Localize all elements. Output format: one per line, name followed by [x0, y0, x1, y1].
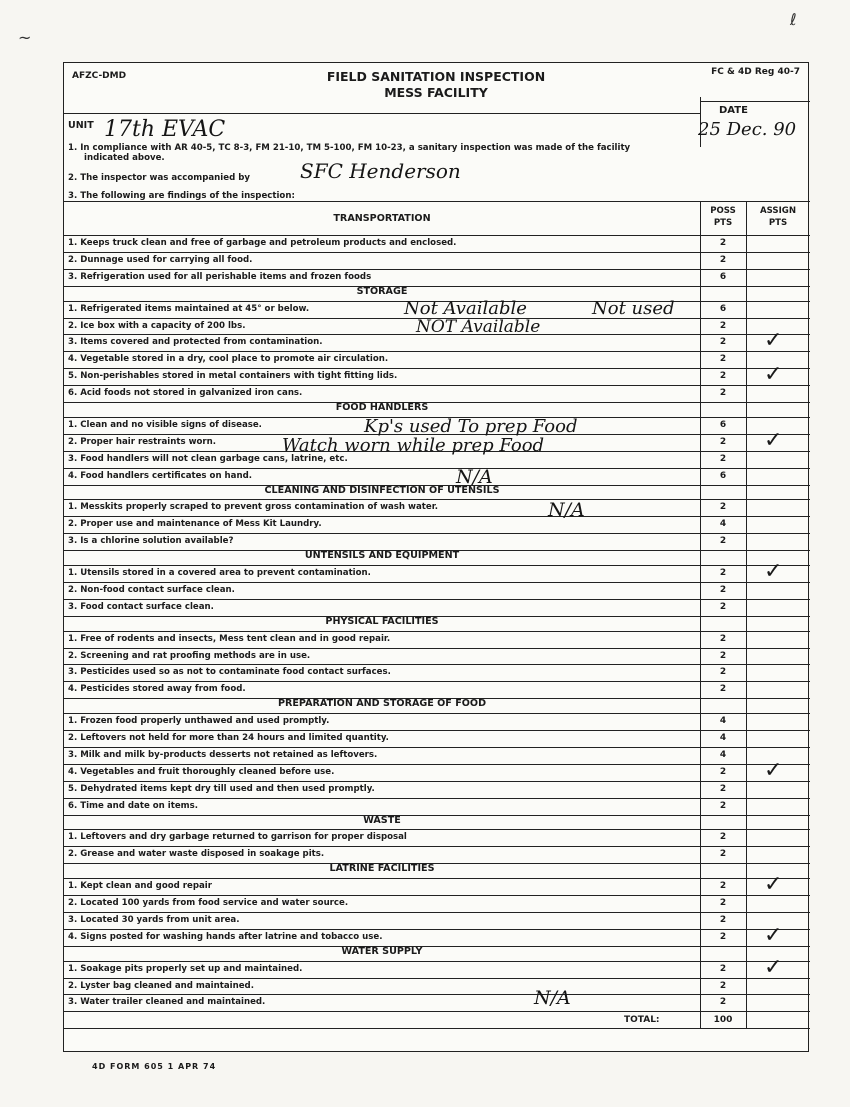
total-value: 100 [713, 1015, 733, 1026]
checklist-item: 4. Vegetable stored in a dry, cool place to promote air circulation. [68, 354, 389, 365]
row-line [64, 533, 810, 534]
checklist-item: 2. Grease and water waste disposed in soakage pits. [68, 849, 325, 860]
row-line [64, 368, 810, 369]
row-line [64, 599, 810, 600]
unit-label: UNIT [68, 120, 94, 131]
checklist-item: 3. Items covered and protected from contamination. [68, 337, 323, 348]
checklist-item: 2. Dunnage used for carrying all food. [68, 254, 253, 265]
possible-points: 2 [719, 436, 727, 447]
possible-points: 4 [719, 519, 727, 530]
handwritten-note: Not used [592, 298, 675, 319]
possible-points: 2 [719, 238, 727, 248]
handwritten-note: Not Available [404, 298, 527, 319]
form-number: 4D FORM 605 1 APR 74 [92, 1062, 217, 1071]
section-title: FOOD HANDLERS [335, 402, 429, 413]
checklist-item: 2. Ice box with a capacity of 200 lbs. [68, 320, 246, 331]
possible-points: 2 [719, 337, 727, 348]
intro-line-1b: indicated above. [84, 153, 165, 163]
title-line-1: FIELD SANITATION INSPECTION [326, 69, 546, 84]
assigned-check-mark: ✓ [764, 559, 783, 584]
date-label: DATE [719, 105, 748, 116]
possible-points: 4 [719, 716, 727, 727]
possible-points: 2 [719, 254, 727, 265]
row-line [64, 269, 810, 270]
possible-points: 2 [719, 997, 727, 1008]
checklist-item: 3. Milk and milk by-products desserts not retained as leftovers. [68, 749, 378, 760]
row-line [64, 499, 810, 500]
assigned-check-mark: ✓ [764, 922, 783, 948]
possible-points: 2 [719, 354, 727, 365]
checklist-item: 2. Leftovers not held for more than 24 hours and limited quantity. [68, 733, 389, 743]
row-line [64, 235, 810, 236]
possible-points: 4 [719, 733, 727, 743]
section-title: CLEANING AND DISINFECTION OF UTENSILS [264, 484, 500, 496]
possible-points: 4 [719, 749, 727, 760]
handwritten-note: Watch worn while prep Food [282, 435, 545, 456]
possible-points: 2 [719, 898, 727, 908]
possible-points: 2 [719, 800, 727, 811]
possible-points: 2 [719, 832, 727, 843]
possible-points: 2 [719, 766, 727, 777]
assigned-check-mark: ✓ [764, 872, 783, 898]
possible-points: 2 [719, 849, 727, 860]
checklist-item: 4. Vegetables and fruit thoroughly cleaned before use. [68, 766, 335, 777]
checklist-item: 2. Proper use and maintenance of Mess Kit Laundry. [68, 519, 322, 530]
intro-line-1: 1. In compliance with AR 40-5, TC 8-3, FM 21-10, TM 5-100, FM 10-23, a sanitary inspection was made of the facility [68, 143, 631, 153]
possible-points: 2 [719, 963, 727, 974]
assigned-check-mark: ✓ [764, 954, 783, 980]
row-line [64, 764, 810, 765]
checklist-item: 3. Is a chlorine solution available? [68, 536, 234, 547]
row-line [64, 664, 810, 665]
row-line [64, 351, 810, 352]
inspection-form [63, 62, 809, 1052]
checklist-item: 1. Refrigerated items maintained at 45° or below. [68, 303, 310, 314]
checklist-item: 5. Non-perishables stored in metal containers with tight fitting lids. [68, 371, 398, 382]
unit-line [64, 113, 700, 114]
possible-points: 2 [719, 320, 727, 331]
row-line [64, 829, 810, 830]
checklist-item: 3. Food contact surface clean. [68, 601, 214, 612]
possible-points: 2 [719, 881, 727, 892]
checklist-item: 1. Clean and no visible signs of disease. [68, 419, 262, 430]
checklist-item: 2. Screening and rat proofing methods are in use. [68, 650, 311, 661]
poss-column-rule [700, 201, 701, 1028]
checklist-item: 1. Messkits properly scraped to prevent gross contamination of wash water. [68, 502, 438, 513]
row-line [64, 1011, 810, 1012]
scan-speck: ~ [18, 28, 32, 47]
unit-value: 17th EVAC [104, 117, 226, 142]
checklist-item: 2. Lyster bag cleaned and maintained. [68, 980, 254, 991]
inspector-name: SFC Henderson [300, 159, 461, 183]
checklist-item: 2. Non-food contact surface clean. [68, 584, 235, 595]
checklist-item: 1. Keeps truck clean and free of garbage and petroleum products and enclosed. [68, 238, 457, 248]
row-line [64, 713, 810, 714]
checklist-item: 2. Proper hair restraints worn. [68, 436, 217, 447]
row-line [64, 781, 810, 782]
possible-points: 2 [719, 453, 727, 464]
row-line [64, 978, 810, 979]
checklist-item: 1. Utensils stored in a covered area to prevent contamination. [68, 568, 371, 578]
row-line [64, 385, 810, 386]
possible-points: 2 [719, 650, 727, 661]
table-bottom-line [64, 1028, 810, 1029]
section-title: LATRINE FACILITIES [329, 863, 435, 875]
handwritten-na: N/A [548, 499, 585, 521]
checklist-item: 3. Located 30 yards from unit area. [68, 914, 240, 925]
checklist-item: 5. Dehydrated items kept dry till used and then used promptly. [68, 783, 375, 794]
row-line [64, 846, 810, 847]
handwritten-note: NOT Available [416, 317, 541, 337]
row-line [64, 582, 810, 583]
section-title: PHYSICAL FACILITIES [325, 615, 439, 627]
row-line [64, 798, 810, 799]
section-title: WATER SUPPLY [341, 945, 423, 957]
checklist-item: 3. Food handlers will not clean garbage cans, latrine, etc. [68, 453, 348, 464]
checklist-item: 1. Leftovers and dry garbage returned to garrison for proper disposal [68, 832, 407, 843]
scan-speck: ℓ [790, 10, 797, 29]
checklist-item: 3. Water trailer cleaned and maintained. [68, 997, 266, 1008]
assign-column-rule [746, 201, 747, 1028]
possible-points: 2 [719, 502, 727, 513]
checklist-item: 4. Food handlers certificates on hand. [68, 470, 253, 481]
assigned-check-mark: ✓ [764, 328, 783, 354]
checklist-item: 3. Pesticides used so as not to contaminate food contact surfaces. [68, 667, 391, 678]
row-line [64, 631, 810, 632]
checklist-item: 4. Signs posted for washing hands after latrine and tobacco use. [68, 931, 383, 942]
form-code: AFZC-DMD [72, 71, 127, 81]
assign-pts-header: ASSIGN [759, 206, 797, 216]
possible-points: 6 [719, 470, 727, 481]
date-value: 25 Dec. 90 [698, 119, 797, 140]
table-top-line [64, 201, 810, 202]
row-line [64, 961, 810, 962]
possible-points: 2 [719, 536, 727, 547]
checklist-item: 3. Refrigeration used for all perishable items and frozen foods [68, 271, 372, 282]
possible-points: 2 [719, 633, 727, 644]
row-line [64, 252, 810, 253]
section-title: WASTE [363, 814, 401, 826]
row-line [64, 747, 810, 748]
possible-points: 2 [719, 684, 727, 695]
handwritten-na: N/A [534, 987, 571, 1009]
possible-points: 2 [719, 371, 727, 382]
possible-points: 2 [719, 667, 727, 678]
row-line [64, 516, 810, 517]
possible-points: 2 [719, 388, 727, 399]
row-line [64, 468, 810, 469]
row-line [64, 912, 810, 913]
assigned-check-mark: ✓ [764, 427, 783, 453]
checklist-item: 6. Acid foods not stored in galvanized iron cans. [68, 388, 303, 399]
section-title: PREPARATION AND STORAGE OF FOOD [277, 698, 487, 710]
form-reference: FC & 4D Reg 40-7 [711, 67, 800, 77]
handwritten-note: Kp's used To prep Food [364, 416, 578, 437]
handwritten-na: N/A [456, 466, 493, 488]
assigned-check-mark: ✓ [764, 362, 783, 388]
checklist-item: 1. Kept clean and good repair [68, 881, 212, 892]
title-line-2: MESS FACILITY [384, 85, 488, 100]
row-line [64, 565, 810, 566]
row-line [64, 730, 810, 731]
checklist-item: 4. Pesticides stored away from food. [68, 684, 246, 695]
form-title [64, 69, 808, 101]
checklist-item: 1. Free of rodents and insects, Mess tent clean and in good repair. [68, 633, 391, 644]
row-line [64, 929, 810, 930]
possible-points: 2 [719, 914, 727, 925]
assign-pts-header-2: PTS [768, 218, 788, 228]
possible-points: 2 [719, 980, 727, 991]
possible-points: 2 [719, 568, 727, 578]
row-line [64, 878, 810, 879]
possible-points: 2 [719, 601, 727, 612]
row-line [64, 681, 810, 682]
poss-pts-header: POSS [710, 206, 736, 216]
intro-line-2: 2. The inspector was accompanied by [68, 173, 250, 183]
possible-points: 6 [719, 303, 727, 314]
row-line [64, 895, 810, 896]
row-line [64, 994, 810, 995]
checklist-item: 6. Time and date on items. [68, 800, 198, 811]
checklist-item: 2. Located 100 yards from food service and water source. [68, 898, 349, 908]
possible-points: 2 [719, 584, 727, 595]
possible-points: 6 [719, 271, 727, 282]
possible-points: 2 [719, 931, 727, 942]
section-title: STORAGE [356, 285, 408, 297]
poss-pts-header-2: PTS [713, 218, 733, 228]
possible-points: 2 [719, 783, 727, 794]
total-label: TOTAL: [624, 1015, 660, 1026]
section-title: UNTENSILS AND EQUIPMENT [304, 550, 460, 562]
assigned-check-mark: ✓ [764, 757, 783, 783]
intro-line-3: 3. The following are findings of the inspection: [68, 191, 295, 201]
section-title: TRANSPORTATION [333, 213, 431, 224]
possible-points: 6 [719, 419, 727, 430]
checklist-item: 1. Frozen food properly unthawed and used promptly. [68, 716, 330, 727]
row-line [64, 648, 810, 649]
checklist-item: 1. Soakage pits properly set up and maintained. [68, 963, 303, 974]
